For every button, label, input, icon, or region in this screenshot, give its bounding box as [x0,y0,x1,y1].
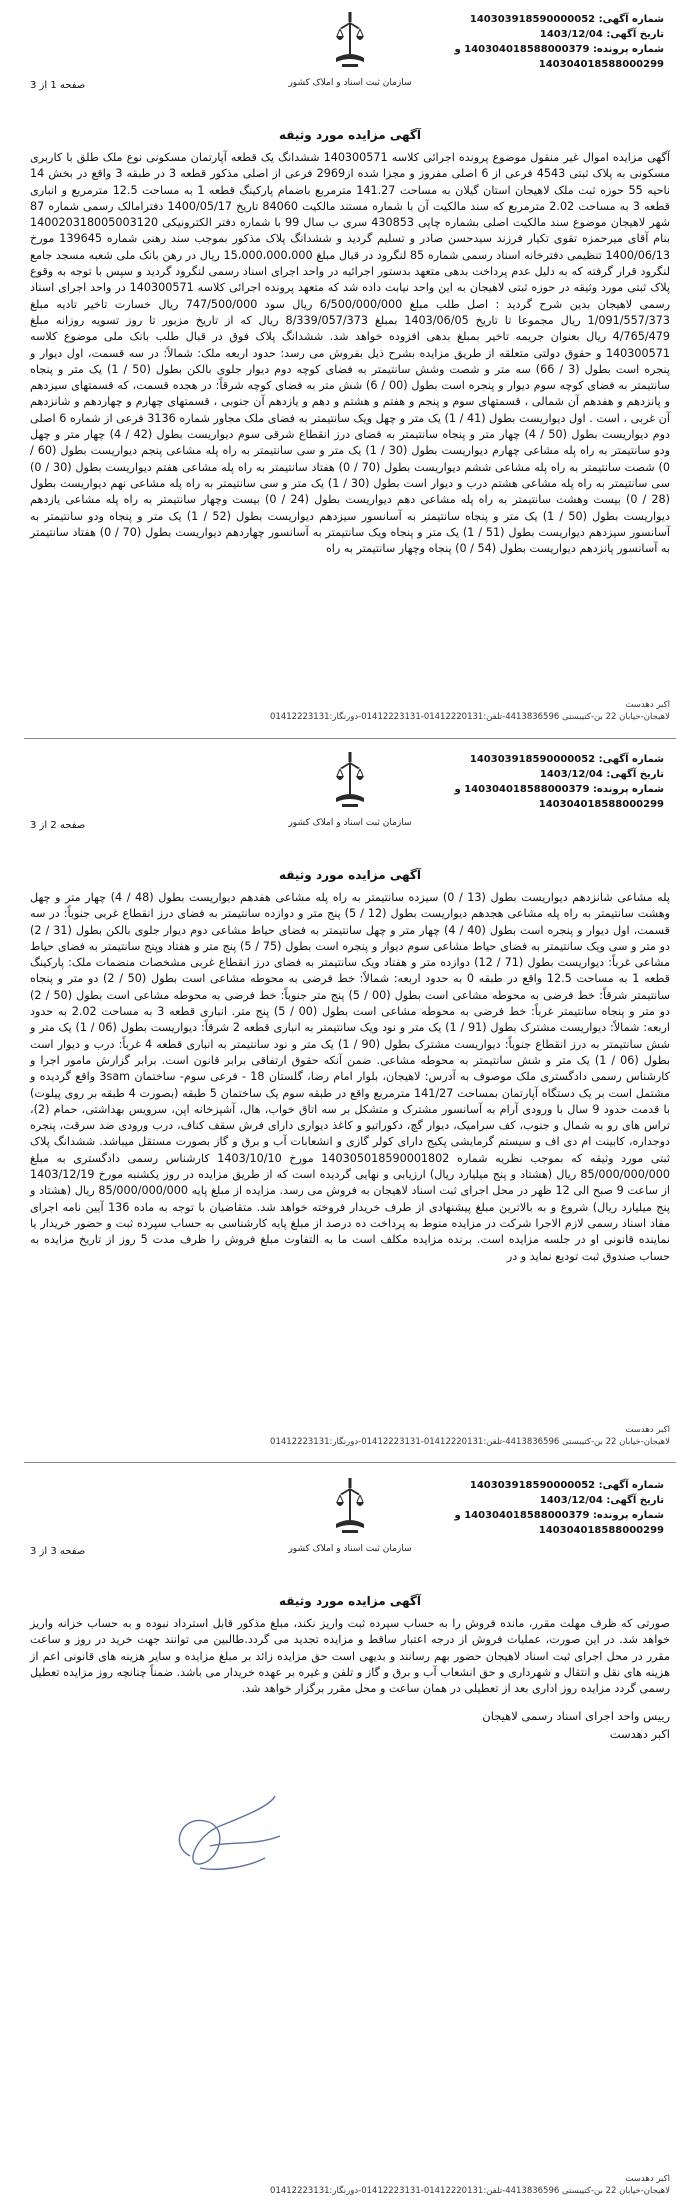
body-text: پله مشاعی شانزدهم دیواریست بطول (13 / 0) سیزده سانتیمتر به راه پله مشاعی هفدهم دیواریست بطول (48 / 4) چهار متر و چهل وهشت سانتیمتر به راه پله مشاعی هجدهم دیواریست بطول (12 / 5) پنج متر و دوازده سانتیمتر به فضای درز انقطاع غربی جنوباً: در سه قسمت، اول دیوار و پنجره است بطول (40 / 4) چهار متر و چهل سانتیمتر به فضای حیاط مشاعی دوم دیوار جلوی بالکن بطول (31 / 2) دو متر و سی ویک سانتیمتر به فضای حیاط مشاعی سوم دیوار و پنجره است بطول (75 / 5) پنج متر و هفتاد وپنج سانتیمتر به فضای حیاط مشاعی غرباً: دیواریست بطول (71 / 12) دوازده متر و هفتاد ویک سانتیمتر به فضای درز انقطاع غربی مشخصات منضمات ملک: پارکینگ قطعه 1 به مساحت 12.5 واقع در طبقه 0 به حدود اربعه: شمالاً: خط فرضی به محوطه مشاعی است بطول (50 / 2) دو متر و پنجاه سانتیمتر شرقاً: خط فرضی به محوطه مشاعی است بطول (00 / 5) پنج متر جنوباً: خط فرضی به محوطه مشاعی است بطول (50 / 2) دو متر و پنجاه سانتیمتر غرباً: خط فرضی به محوطه مشاعی است بطول (00 / 5) پنج متر. انباری قطعه 3 به مساحت 2.02 به حدود اربعه: شمالاً: دیواریست مشترک بطول (91 / 1) یک متر و نود ویک سانتیمتر به انباری قطعه 2 شرقاً: دیواریست بطول (06 / 1) یک متر و شش سانتیمتر به درز انقطاع جنوباً: دیواریست مشترک بطول (90 / 1) یک متر و نود سانتیمتر به انباری قطعه 4 غرباً: درب و دیوار است بطول (06 / 1) یک متر و شش سانتیمتر به محوطه مشاعی. ضمن آنکه حقوق ارتفاقی برابر قانون است. برابر گزارش مامور اجرا و کارشناس رسمی دادگستری ملک موصوف به آدرس: لاهیجان، بلوار امام رضا، گلستان 18 - فرعی سوم- ساختمان 3sam واقع گردیده و مشتمل است بر یک دستگاه آپارتمان بمساحت 141/27 مترمربع واقع در طبقه سوم یک ساختمان 5 طبقه (بصورت 4 طبقه بر روی پیلوت) با قدمت حدود 9 سال با ورودی آرام به آسانسور مشترک و متشکل بر سه اتاق خواب، هال، آشپزخانه اپن، سرویس بهداشتی، حمام (2)، تراس های رو به شمال و جنوب، کف سرامیک، دیوار گچ، دکوراتیو و کاغذ دیواری دارای فرش سقف کناف، درب ورودی ضد سرقت، پنجره دوجداره، کابینت ام دی اف و سیستم گرمایشی پکیج دارای کولر گازی و انشعابات آب و برق و گاز بصورت مستقل میباشد. ششدانگ پلاک ثبتی مورد وثیقه که بموجب نظریه شماره 140305018590001802 مورخ 1403/10/10 کارشناس رسمی دادگستری به مبلغ 85/000/000/000 ریال (هشتاد و پنج میلیارد ریال) ارزیابی و نهایی گردیده است که از طریق مزایده در روز یکشنبه مورخ 1403/12/19 از ساعت 9 صبح الی 12 ظهر در محل اجرای ثبت اسناد لاهیجان به فروش می رسد. مزایده از مبلغ پایه 85/000/000/000 ریال (هشتاد و پنج میلیارد ریال) شروع و به بالاترین مبلغ پیشنهادی از طرف خریدار فروخته خواهد شد. متقاضیان با توجه به ماده 136 آیین نامه اجرای مفاد اسناد رسمی لازم الاجرا شرکت در مزایده منوط به پرداخت ده درصد از مبلغ پایه کارشناسی به حساب سپرده ثبت و حضور خریدار یا نماینده قانونی او در جلسه مزایده است. برنده مزایده مکلف است ما به التفاوت مبلغ فروش را ظرف مدت 5 روز از تاریخ مزایده به حساب صندوق ثبت تودیع نماید و در [30,891,671,1263]
document-title: آگهی مزایده مورد وثیقه [278,128,421,142]
footer-name: اکبر دهدست [625,1425,670,1435]
document-page-1 [0,0,700,735]
page-header [0,0,700,150]
footer-address: لاهیجان-خیابان 22 بن-کتیبستی 4413836596-تلفن:01412220131-01412223131-دورنگار:01412223131 [270,712,670,722]
document-page-2 [0,740,700,1460]
notice-date: 1403/12/04 [539,29,603,40]
case-number-label: شماره پرونده: [592,1510,664,1521]
emblem [200,1476,500,1554]
page-number: صفحه 2 از 3 [30,820,86,831]
signature-block [30,1707,670,1743]
case-number-1: 140304018588000379 و [454,1510,590,1521]
notice-date: 1403/12/04 [539,769,603,780]
page-footer [30,2174,670,2196]
org-name: سازمان ثبت اسناد و املاک کشور [288,78,412,88]
signatory-name: اکبر دهدست [609,1727,670,1742]
notice-number: 140303918590000052 [469,14,596,25]
case-number-2: 140304018588000299 [538,799,664,810]
case-number-1: 140304018588000379 و [454,784,590,795]
notice-number: 140303918590000052 [469,754,596,765]
page-divider [24,738,676,739]
page-footer [30,1425,670,1447]
emblem [200,750,500,828]
notice-date-label: تاریخ آگهی: [606,1495,664,1506]
case-number-label: شماره پرونده: [592,44,664,55]
org-name: سازمان ثبت اسناد و املاک کشور [288,1544,412,1554]
notice-number-label: شماره آگهی: [598,1480,664,1491]
page-number: صفحه 3 از 3 [30,1546,86,1557]
footer-address: لاهیجان-خیابان 22 بن-کتیبستی 4413836596-تلفن:01412220131-01412223131-دورنگار:01412223131 [270,2186,670,2196]
case-number-label: شماره پرونده: [592,784,664,795]
document-body [30,150,670,557]
case-number-2: 140304018588000299 [538,1525,664,1536]
signature-scribble-icon [160,1786,290,1876]
emblem-icon [330,1476,370,1538]
footer-address: لاهیجان-خیابان 22 بن-کتیبستی 4413836596-تلفن:01412220131-01412223131-دورنگار:01412223131 [270,1437,670,1447]
document-title: آگهی مزایده مورد وثیقه [278,1594,421,1608]
notice-number-label: شماره آگهی: [598,14,664,25]
emblem [200,10,500,88]
document-body [30,890,670,1265]
page-header [0,740,700,890]
notice-number-label: شماره آگهی: [598,754,664,765]
case-number-2: 140304018588000299 [538,59,664,70]
emblem-icon [330,750,370,812]
page-number: صفحه 1 از 3 [30,80,86,91]
notice-date-label: تاریخ آگهی: [606,29,664,40]
emblem-icon [330,10,370,72]
case-number-1: 140304018588000379 و [454,44,590,55]
document-page-3 [0,1466,700,2206]
page-footer [30,700,670,722]
body-text: آگهی مزایده اموال غیر منقول موضوع پرونده اجرائی کلاسه 140300571 ششدانگ یک قطعه آپارتمان مسکونی نوع ملک طلق با کاربری مسکونی به پلاک ثبتی 4543 فرعی از 6 اصلی مفروز و مجزا شده از2969 فرعی از اصلی مذکور قطعه 3 در طبقه 3 واقع در بخش 14 ناحیه 55 حوزه ثبت ملک لاهیجان استان گیلان به مساحت 141.27 مترمربع باضمام پارکینگ قطعه 1 به مساحت 12.5 مترمربع و انباری قطعه 3 به مساحت 2.02 مترمربع که سند مالکیت آن با شماره مستند مالکیت 84060 تاریخ 1400/05/17 دفترامالک رسمی شماره 87 شهر لاهیجان موضوع سند مالکیت اصلی بشماره چاپی 430853 سری ب سال 99 با شماره دفتر الکترونیکی 140020318005003120 بنام آقای میرحمزه تقوی تکیار فرزند سیدحسن صادر و تسلیم گردید و ششدانگ پلاک مذکور بموجب سند رهنی شماره 139645 مورخ 1400/06/13 تنظیمی دفترخانه اسناد رسمی شماره 85 لنگرود در قبال مبلغ 15،000،000،000 ریال در رهن بانک ملی شعبه مسجد جامع لنگرود قرار گرفته که به دلیل عدم پرداخت بدهی متعهد بدستور اجرائیه در واحد اجرای اسناد رسمی لنگرود گردید و سپس با توجه به وقوع پلاک ثبتی مورد وثیقه در حوزه ثبتی لاهیجان به این واحد نیابت داده شد که متعهد پرونده اجرائی کلاسه 140300571 در واحد اجرای اسناد رسمی لاهیجان بدین شرح گردید : اصل طلب مبلغ 6/500/000/000 ریال سود 747/500/000 ریال خسارت تاخیر تادیه مبلغ 1/091/557/373 ریال مجموعا تا تاریخ 1403/06/05 بمبلغ 8/339/057/373 ریال که از تاریخ مزبور تا روز تسویه روزانه مبلغ 4/765/479 ریال بعنوان جریمه تاخیر بمبلغ بدهی افزوده خواهد شد. ششدانگ پلاک فوق در قبال طلب بانک ملی موضوع کلاسه 140300571 و حقوق دولتی متعلقه از طریق مزایده بشرح ذیل بفروش می رسد: حدود اربعه ملک: شمالاً: در سه قسمت، اول دیوار و پنجره است بطول (3 / 66) سه متر و شصت وشش سانتیمتر به فضای کوچه دوم دیوار جلوی بالکن بطول (50 / 1) یک متر و پنجاه سانتیمتر به فضای کوچه سوم دیوار و پنجره است بطول (00 / 6) شش متر به فضای کوچه شرقاً: در هجده قسمت، که قسمتهای سیزدهم و پانزدهم و هفدهم آن شمالی ، قسمتهای سوم و پنجم و هفتم و هشتم و دهم و یازدهم آن جنوبی ، قسمتهای چهارم و چهاردهم و شانزدهم آن غربی ، است . اول دیواریست بطول (41 / 1) یک متر و چهل ویک سانتیمتر به فضای ملک مجاور شماره 3136 فرعی از شماره 6 اصلی دوم دیواریست بطول (50 / 4) چهار متر و پنجاه سانتیمتر به فضای درز انقطاع شرقی سوم دیواریست بطول (42 / 4) چهار متر و چهل ودو سانتیمتر به راه پله مشاعی چهارم دیواریست بطول (30 / 1) یک متر و سی سانتیمتر به راه پله مشاعی پنجم دیواریست بطول (60 / 0) شصت سانتیمتر به راه پله مشاعی ششم دیواریست بطول (70 / 0) هفتاد سانتیمتر به راه پله مشاعی هفتم دیواریست بطول (30 / 0) سی سانتیمتر به راه پله مشاعی هشتم درب و دیوار است بطول (30 / 1) یک متر و سی سانتیمتر به راه پله مشاعی نهم دیواریست بطول (28 / 0) بیست وهشت سانتیمتر به راه پله مشاعی دهم دیواریست بطول (24 / 0) بیست وچهار سانتیمتر به راه پله مشاعی یازدهم دیواریست بطول (50 / 1) یک متر و پنجاه سانتیمتر به آسانسور سیزدهم دیواریست بطول (52 / 1) یک متر و پنجاه ودو سانتیمتر به آسانسور سیزدهم دیواریست بطول (51 / 1) یک متر و پنجاه ویک سانتیمتر به آسانسور چهاردهم دیواریست بطول (70 / 0) هفتاد سانتیمتر به آسانسور پانزدهم دیواریست بطول (54 / 0) پنجاه وچهار سانتیمتر به راه [30,151,671,556]
document-title: آگهی مزایده مورد وثیقه [278,868,421,882]
page-divider [24,1462,676,1463]
document-body [30,1616,670,1743]
notice-date: 1403/12/04 [539,1495,603,1506]
body-text: صورتی که ظرف مهلت مقرر، مانده فروش را به حساب سپرده ثبت واریز نکند، مبلغ مذکور قابل استرداد نبوده و به حساب خزانه واریز خواهد شد. در این صورت، عملیات فروش از درجه اعتبار ساقط و مزایده تجدید می گردد.طالبین می توانند جهت خرید در روز و ساعت مقرر در محل اجرای ثبت اسناد لاهیجان حضور بهم رسانند و بدیهی است حق مزایده زائد بر مبلغ مزایده و سایر هزینه های قانونی اعم از هزینه های نقل و انتقال و شهرداری و حق انشعاب آب و برق و گاز و تلفن و غیره بر عهده خریدار می باشد. ضمناً چنانچه روز مزایده تعطیل رسمی گردد مزایده روز اداری بعد از تعطیلی در همان ساعت و محل مقرر برگزار خواهد شد. [30,1617,670,1696]
footer-name: اکبر دهدست [625,2174,670,2184]
notice-date-label: تاریخ آگهی: [606,769,664,780]
footer-name: اکبر دهدست [625,700,670,710]
org-name: سازمان ثبت اسناد و املاک کشور [288,818,412,828]
signatory-title: رییس واحد اجرای اسناد رسمی لاهیجان [482,1709,670,1724]
notice-number: 140303918590000052 [469,1480,596,1491]
page-header [0,1466,700,1616]
